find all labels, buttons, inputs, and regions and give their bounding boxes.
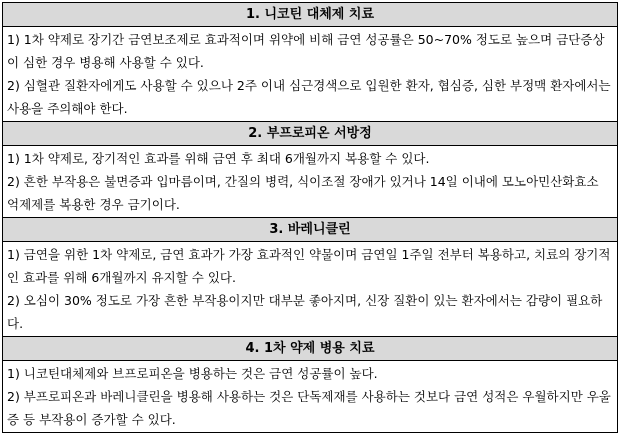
section-body xyxy=(3,242,618,337)
section-body-row xyxy=(3,361,618,433)
section-body-row xyxy=(3,146,618,218)
section-title: 1. 니코틴 대체제 치료 xyxy=(3,3,618,27)
section-title: 2. 부프로피온 서방정 xyxy=(3,122,618,146)
list-item: 1) 니코틴대체제와 브프로피온을 병용하는 것은 금연 성공률이 높다. xyxy=(7,366,378,381)
section-body-row xyxy=(3,242,618,337)
list-item: 2) 부프로피온과 바레니클린을 병용해 사용하는 것은 단독제재를 사용하는 것보다 금연 성적은 우월하지만 우울증 등 부작용이 증가할 수 있다. xyxy=(7,389,611,427)
section-header-row xyxy=(3,3,618,27)
list-item: 1) 1차 약제로, 장기적인 효과를 위해 금연 후 최대 6개월까지 복용할 수 있다. xyxy=(7,151,430,166)
section-title: 3. 바레니클린 xyxy=(3,218,618,242)
list-item: 2) 오심이 30% 정도로 가장 흔한 부작용이지만 대부분 좋아지며, 신장 질환이 있는 환자에서는 감량이 필요하다. xyxy=(7,293,603,331)
section-body-row xyxy=(3,27,618,122)
smoking-cessation-drug-table xyxy=(2,2,618,433)
section-header-row xyxy=(3,337,618,361)
section-header-row xyxy=(3,218,618,242)
list-item: 1) 1차 약제로 장기간 금연보조제로 효과적이며 위약에 비해 금연 성공률은 50~70% 정도로 높으며 금단증상이 심한 경우 병용해 사용할 수 있다. xyxy=(7,32,605,70)
section-title: 4. 1차 약제 병용 치료 xyxy=(3,337,618,361)
list-item: 2) 흔한 부작용은 불면증과 입마름이며, 간질의 병력, 식이조절 장애가 있거나 14일 이내에 모노아민산화효소 억제제를 복용한 경우 금기이다. xyxy=(7,174,599,212)
section-body xyxy=(3,146,618,218)
list-item: 2) 심혈관 질환자에게도 사용할 수 있으나 2주 이내 심근경색으로 입원한 환자, 협심증, 심한 부정맥 환자에서는 사용을 주의해야 한다. xyxy=(7,78,611,116)
list-item: 1) 금연을 위한 1차 약제로, 금연 효과가 가장 효과적인 약물이며 금연일 1주일 전부터 복용하고, 치료의 장기적인 효과를 위해 6개월까지 유지할 수 있다. xyxy=(7,247,611,285)
section-body xyxy=(3,27,618,122)
section-body xyxy=(3,361,618,433)
section-header-row xyxy=(3,122,618,146)
